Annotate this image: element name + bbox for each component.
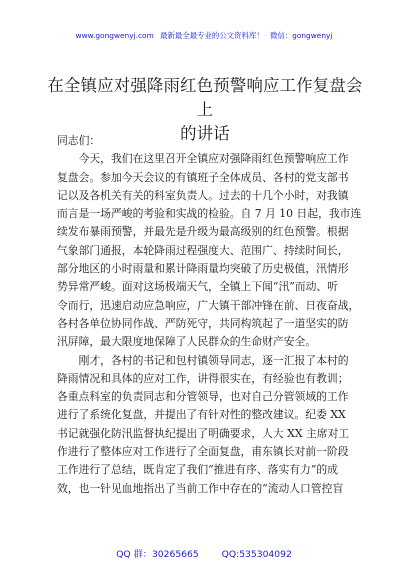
qq-contact: QQ:535304092 [221,549,292,560]
site-slogan: 最新最全最专业的公文资料库！ [160,31,264,40]
body-line: 降雨情况和具体的应对工作，讲得很实在，有经验也有教训； [57,371,349,385]
wechat-id: 微信：gongwenyj [269,31,333,40]
body-line: 效，也一针见血地指出了当前工作中存在的“流动人口管控盲 [57,481,344,495]
body-line: 书记就强化防汛监督执纪提出了明确要求，人大 XX 主席对工 [57,426,350,440]
body-line: 汛屏障，最大限度地保障了人民群众的生命财产安全。 [57,335,317,349]
body-line: 工作进行了总结，既肯定了我们“推进有序、落实有力”的成 [57,463,338,477]
title-line-1: 在全镇应对强降雨红色预警响应工作复盘会上 [47,76,363,119]
body-line: 而言是一场严峻的考验和实战的检验。自 7 月 10 日起，我市连 [57,207,362,221]
body-line: 作进行了整体应对工作进行了全面复盘，甫东镇长对前一阶段 [57,445,349,459]
document-body [57,132,363,498]
body-line: 势异常严峻。面对这场极端天气，全镇上下闻“汛”而动、听 [57,280,338,294]
body-line: 气象部门通报，本轮降雨过程强度大、范围广、持续时间长， [57,243,349,257]
title-line-2: 的讲话 [180,124,230,143]
body-line: 今天，我们在这里召开全镇应对强降雨红色预警响应工作 [57,152,349,166]
salutation: 同志们： [57,134,101,147]
body-line: 记以及各机关有关的科室负责人。过去的十几个小时，对我镇 [57,188,349,202]
site-footer-bar [0,546,408,560]
body-line: 各村各单位协同作战、严防死守，共同构筑起了一道坚实的防 [57,316,349,330]
body-line: 部分地区的小时雨量和累计降雨量均突破了历史极值，汛情形 [57,262,349,276]
qq-group: QQ 群：30265665 [116,549,199,560]
body-line: 续发布暴雨预警，并最先是升级为最高级别的红色预警。根据 [57,225,349,239]
body-line: 令而行，迅速启动应急响应，广大镇干部冲锋在前、日夜奋战， [57,298,360,312]
body-line: 进行了系统化复盘，并提出了有针对性的整改建议。纪委 XX [57,408,346,422]
body-line: 刚才，各村的书记和包村镇领导同志，逐一汇报了本村的 [57,353,349,367]
body-line: 复盘会。参加今天会议的有镇班子全体成员、各村的党支部书 [57,170,349,184]
site-url-link[interactable]: www.gongwenyj.com [75,31,154,40]
body-line: 各重点科室的负责同志和分管领导，也对自己分管领域的工作 [57,390,349,404]
site-header-bar [0,30,408,41]
